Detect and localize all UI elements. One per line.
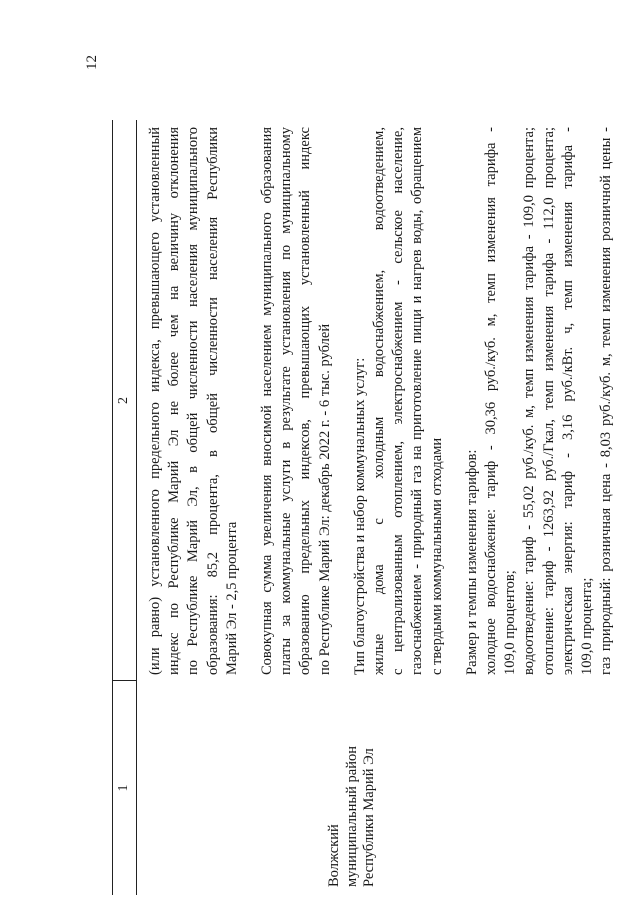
text-line: отопление: тариф - 1263,92 руб./Гкал, темп изменения тарифа - 112,0 процента; [540, 127, 557, 675]
text-line: газоснабжением - природный газ на приготовление пищи и нагрев воды, обращением [409, 127, 426, 675]
text-line: Размер и темпы изменения тарифов: [463, 449, 480, 675]
page-number: 12 [84, 55, 100, 70]
text-line: 109,0 процентов; [502, 570, 519, 675]
text-line: образованию предельных индексов, превышающих установленный индекс [297, 127, 314, 675]
region-description [146, 127, 632, 675]
payment-increase-paragraph [258, 127, 335, 675]
region-name-line: Волжский [326, 824, 342, 887]
text-line: Совокупная сумма увеличения вносимой населением муниципального образования [259, 127, 276, 675]
text-line: (или равно) установленного предельного индекса, превышающего установленный [147, 127, 163, 675]
region-name [326, 687, 379, 887]
text-line: газ природный: розничная цена - 8,03 руб./куб. м, темп изменения розничной цены - [598, 127, 615, 675]
region-name-line: муниципальный район [343, 746, 360, 887]
text-line: по Республике Марий Эл, в общей численности населения муниципального [185, 127, 202, 675]
text-line: индекс по Республике Марий Эл не более чем на величину отклонения [166, 127, 183, 675]
text-line: холодное водоснабжение: тариф - 30,36 руб./куб. м, темп изменения тарифа - [483, 127, 500, 675]
text-line: платы за коммунальные услуги в результате установления по муниципальному [278, 127, 295, 675]
text-line: электрическая энергия: тариф - 3,16 руб./кВт. ч, темп изменения тарифа - [559, 127, 576, 675]
text-line: водоотведение: тариф - 55,02 руб./куб. м, темп изменения тарифа - 109,0 процента; [521, 127, 538, 675]
text-line: образования: 85,2 процента, в общей численности населения Республики [204, 127, 221, 675]
text-line: с твердыми коммунальными отходами [428, 437, 445, 675]
text-line: Марий Эл - 2,5 процента [223, 521, 240, 675]
column-1-header: 1 [116, 784, 131, 792]
text-line: жилые дома с холодным водоснабжением, водоотведением, [371, 127, 388, 675]
text-line: с централизованным отоплением, электроснабжением - сельское население, [390, 127, 407, 675]
text-line: Тип благоустройства и набор коммунальных услуг: [351, 357, 368, 675]
text-line: по Республике Марий Эл: декабрь 2022 г. - 6 тыс. рублей [316, 323, 333, 675]
tariffs-paragraph [463, 127, 617, 675]
table-top-border [112, 120, 113, 895]
utility-type-paragraph [351, 127, 447, 675]
region-name-line: Республики Марий Эл [361, 748, 377, 887]
column-2-header: 2 [116, 397, 131, 404]
table-header-border [136, 120, 137, 895]
population-share-paragraph [146, 127, 242, 675]
text-line: 109,0 процента; [579, 577, 596, 675]
